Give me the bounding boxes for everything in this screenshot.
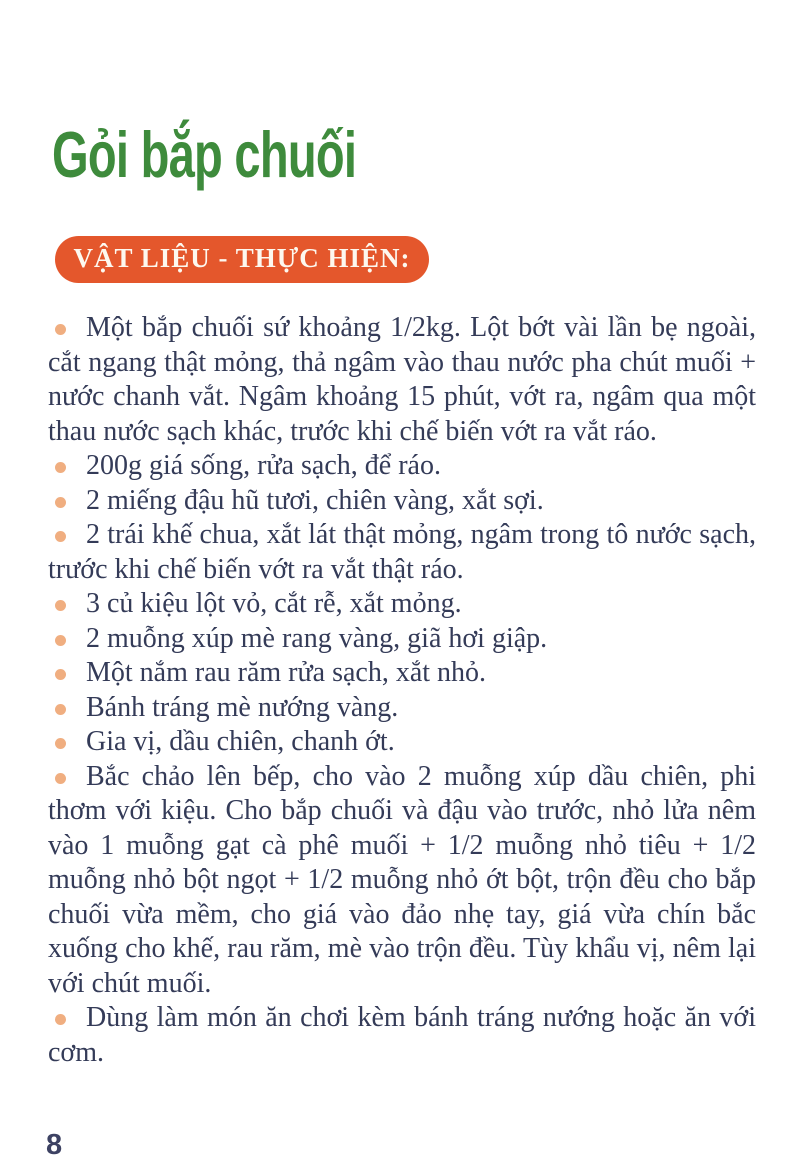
list-item-text: Một bắp chuối sứ khoảng 1/2kg. Lột bớt vài lần bẹ ngoài, cắt ngang thật mỏng, thả ngâm vào thau nước pha chút muối + nước chanh vắt. Ngâm khoảng 15 phút, vớt ra, ngâm qua một thau nước sạch khác, trước khi chế biến vớt ra vắt ráo. bbox=[48, 312, 756, 447]
list-item bbox=[48, 725, 756, 760]
bullet-icon bbox=[55, 738, 66, 749]
bullet-icon bbox=[55, 600, 66, 611]
list-item bbox=[48, 1001, 756, 1070]
bullet-icon bbox=[55, 497, 66, 508]
page-number: 8 bbox=[46, 1129, 63, 1161]
ingredient-list bbox=[48, 311, 756, 1070]
bullet-icon bbox=[55, 324, 66, 335]
list-item bbox=[48, 587, 756, 622]
list-item bbox=[48, 691, 756, 726]
section-heading-label: VẬT LIỆU - THỰC HIỆN: bbox=[73, 243, 411, 273]
list-item-text: Một nắm rau răm rửa sạch, xắt nhỏ. bbox=[86, 657, 487, 688]
bullet-icon bbox=[55, 773, 66, 784]
list-item bbox=[48, 449, 756, 484]
list-item-text: Dùng làm món ăn chơi kèm bánh tráng nướng hoặc ăn với cơm. bbox=[48, 1002, 756, 1068]
bullet-icon bbox=[55, 1014, 66, 1025]
page-title-text: Gỏi bắp chuối bbox=[52, 119, 357, 192]
list-item-text: 2 miếng đậu hũ tươi, chiên vàng, xắt sợi. bbox=[86, 484, 544, 516]
bullet-icon bbox=[55, 669, 66, 680]
list-item-text: 2 trái khế chua, xắt lát thật mỏng, ngâm trong tô nước sạch, trước khi chế biến vớt ra vắt thật ráo. bbox=[48, 519, 756, 585]
list-item bbox=[48, 760, 756, 1002]
bullet-icon bbox=[55, 704, 66, 715]
list-item-text: Bánh tráng mè nướng vàng. bbox=[86, 691, 399, 723]
list-item-text: 2 muỗng xúp mè rang vàng, giã hơi giập. bbox=[86, 622, 548, 654]
bullet-icon bbox=[55, 462, 66, 473]
list-item bbox=[48, 656, 756, 691]
bullet-icon bbox=[55, 635, 66, 646]
list-item bbox=[48, 311, 756, 449]
bullet-icon bbox=[55, 531, 66, 542]
list-item-text: Bắc chảo lên bếp, cho vào 2 muỗng xúp dầu chiên, phi thơm với kiệu. Cho bắp chuối và đậu vào trước, nhỏ lửa nêm vào 1 muỗng gạt cà phê muối + 1/2 muỗng nhỏ tiêu + 1/2 muỗng nhỏ bột ngọt + 1/2 muỗng nhỏ ớt bột, trộn đều cho bắp chuối vừa mềm, cho giá vào đảo nhẹ tay, giá vừa chín bắc xuống cho khế, rau răm, mè vào trộn đều. Tùy khẩu vị, nêm lại với chút muối. bbox=[48, 760, 756, 999]
list-item-text: Gia vị, dầu chiên, chanh ớt. bbox=[86, 726, 395, 757]
list-item bbox=[48, 484, 756, 519]
list-item bbox=[48, 518, 756, 587]
section-heading-banner bbox=[55, 236, 429, 283]
list-item-text: 200g giá sống, rửa sạch, để ráo. bbox=[86, 450, 441, 481]
list-item bbox=[48, 622, 756, 657]
list-item-text: 3 củ kiệu lột vỏ, cắt rễ, xắt mỏng. bbox=[86, 588, 462, 619]
page-title bbox=[52, 119, 452, 192]
